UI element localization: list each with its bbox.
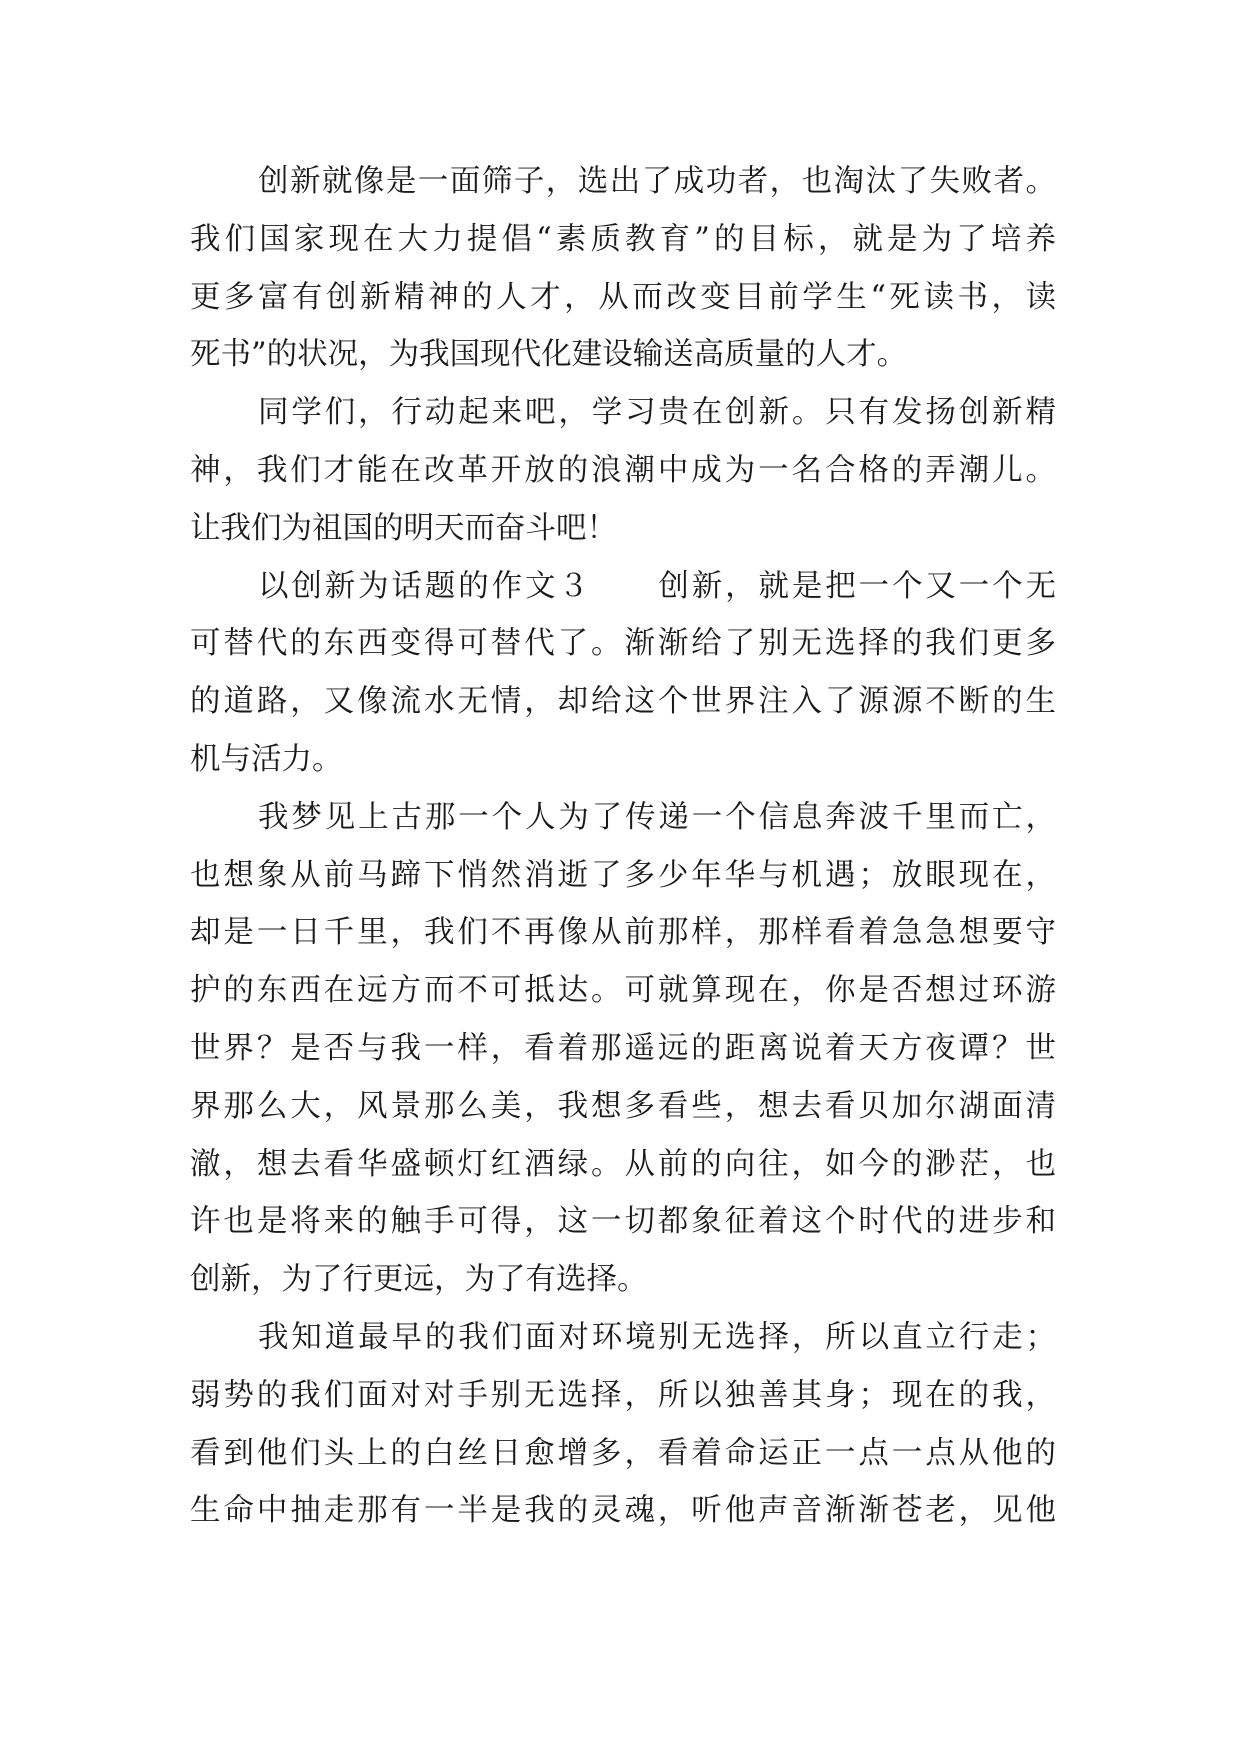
text-line: 界那么大，风景那么美，我想多看些，想去看贝加尔湖面清 (190, 1088, 1056, 1124)
text-line: 生命中抽走那有一半是我的灵魂，听他声音渐渐苍老，见他 (190, 1493, 1056, 1529)
text-line: 死书”的状况，为我国现代化建设输送高质量的人才。 (190, 337, 908, 373)
text-line: 澈，想去看华盛顿灯红酒绿。从前的向往，如今的渺茫，也 (190, 1146, 1056, 1182)
text-line: 以创新为话题的作文３ 创新，就是把一个又一个无 (258, 568, 1056, 604)
text-line: 弱势的我们面对对手别无选择，所以独善其身；现在的我， (190, 1377, 1056, 1413)
text-line: 我知道最早的我们面对环境别无选择，所以直立行走； (258, 1319, 1056, 1355)
text-line: 也想象从前马蹄下悄然消逝了多少年华与机遇；放眼现在， (190, 857, 1056, 893)
text-line: 的道路，又像流水无情，却给这个世界注入了源源不断的生 (190, 684, 1056, 720)
text-line: 我梦见上古那一个人为了传递一个信息奔波千里而亡， (258, 799, 1056, 835)
text-line: 我们国家现在大力提倡“素质教育”的目标，就是为了培养 (190, 221, 1056, 257)
text-line: 更多富有创新精神的人才，从而改变目前学生“死读书，读 (190, 279, 1056, 315)
text-line: 可替代的东西变得可替代了。渐渐给了别无选择的我们更多 (190, 626, 1056, 662)
text-line: 护的东西在远方而不可抵达。可就算现在，你是否想过环游 (190, 973, 1056, 1009)
text-line: 却是一日千里，我们不再像从前那样，那样看着急急想要守 (190, 915, 1056, 951)
text-line: 让我们为祖国的明天而奋斗吧！ (190, 510, 617, 546)
document-body (190, 162, 1056, 1549)
text-line: 看到他们头上的白丝日愈增多，看着命运正一点一点从他的 (190, 1435, 1056, 1471)
text-line: 机与活力。 (190, 741, 343, 777)
text-line: 许也是将来的触手可得，这一切都象征着这个时代的进步和 (190, 1204, 1056, 1240)
text-line: 世界？是否与我一样，看着那遥远的距离说着天方夜谭？世 (190, 1030, 1056, 1066)
text-line: 同学们，行动起来吧，学习贵在创新。只有发扬创新精 (258, 395, 1056, 431)
text-line: 创新就像是一面筛子，选出了成功者，也淘汰了失败者。 (258, 164, 1056, 199)
text-line: 创新，为了行更远，为了有选择。 (190, 1262, 648, 1298)
text-line: 神，我们才能在改革开放的浪潮中成为一名合格的弄潮儿。 (190, 452, 1056, 488)
